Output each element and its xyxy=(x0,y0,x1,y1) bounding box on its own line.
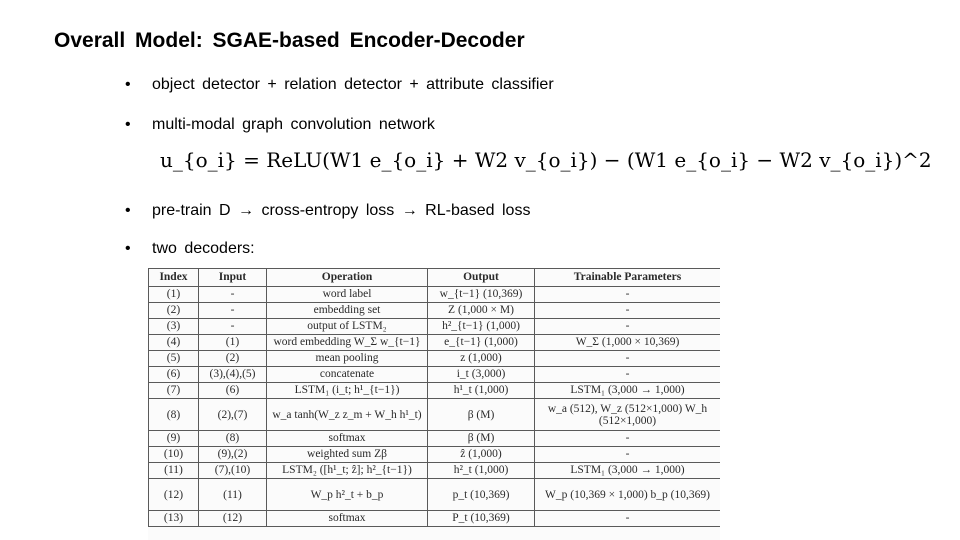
bullet-marker: • xyxy=(125,116,131,133)
table-cell: concatenate xyxy=(267,367,428,383)
table-cell: weighted sum Zβ xyxy=(267,447,428,463)
table-cell: (13) xyxy=(149,511,199,527)
bullet-item xyxy=(125,75,565,95)
table-cell: (12) xyxy=(149,479,199,511)
table-cell: P_t (10,369) xyxy=(428,511,535,527)
bullet-item xyxy=(125,115,565,135)
table-cell: - xyxy=(535,511,721,527)
table-cell: (11) xyxy=(149,463,199,479)
table-cell: softmax xyxy=(267,431,428,447)
table-cell: h²_{t−1} (1,000) xyxy=(428,319,535,335)
table-cell: (9) xyxy=(149,431,199,447)
table-row xyxy=(149,367,721,383)
bullet-text: multi-modal graph convolution network xyxy=(152,116,435,133)
bullet-text: object detector + relation detector + attribute classifier xyxy=(152,76,554,93)
table-cell: (7),(10) xyxy=(199,463,267,479)
table-cell: W_p h²_t + b_p xyxy=(267,479,428,511)
table-row xyxy=(149,303,721,319)
table-row xyxy=(149,431,721,447)
table-cell: β (M) xyxy=(428,431,535,447)
table-row xyxy=(149,351,721,367)
table-cell: w_{t−1} (10,369) xyxy=(428,287,535,303)
table-cell: LSTM₁ (i_t; h¹_{t−1}) xyxy=(267,383,428,399)
table-cell: (3) xyxy=(149,319,199,335)
table-cell: (11) xyxy=(199,479,267,511)
table-row xyxy=(149,383,721,399)
table-cell: (10) xyxy=(149,447,199,463)
table-cell: - xyxy=(535,319,721,335)
table-cell: - xyxy=(535,431,721,447)
table-cell: word embedding W_Σ w_{t−1} xyxy=(267,335,428,351)
slide-title: Overall Model: SGAE-based Encoder-Decoder xyxy=(54,29,525,52)
table-cell: (8) xyxy=(199,431,267,447)
table-cell: ẑ (1,000) xyxy=(428,447,535,463)
table-cell: (5) xyxy=(149,351,199,367)
table-cell: embedding set xyxy=(267,303,428,319)
table-cell: LSTM₂ ([h¹_t; ẑ]; h²_{t−1}) xyxy=(267,463,428,479)
table-row xyxy=(149,463,721,479)
table-cell: word label xyxy=(267,287,428,303)
column-header: Output xyxy=(428,269,535,287)
table-row xyxy=(149,319,721,335)
table-cell: h²_t (1,000) xyxy=(428,463,535,479)
column-header: Trainable Parameters xyxy=(535,269,721,287)
table-header-row xyxy=(149,269,721,287)
table-cell: (6) xyxy=(199,383,267,399)
table-row xyxy=(149,399,721,431)
table-cell: (3),(4),(5) xyxy=(199,367,267,383)
table-cell: - xyxy=(199,319,267,335)
table-cell: softmax xyxy=(267,511,428,527)
table-cell: mean pooling xyxy=(267,351,428,367)
bullet-text: two decoders: xyxy=(152,240,255,257)
table-cell: (6) xyxy=(149,367,199,383)
bullet-item xyxy=(125,201,565,221)
table-cell: W_Σ (1,000 × 10,369) xyxy=(535,335,721,351)
bullet-text: pre-train D → cross-entropy loss → RL-based loss xyxy=(152,202,531,219)
bullet-item xyxy=(125,239,565,259)
table-cell: (1) xyxy=(199,335,267,351)
table-cell: - xyxy=(535,351,721,367)
table-cell: i_t (3,000) xyxy=(428,367,535,383)
table-cell: LSTM₁ (3,000 → 1,000) xyxy=(535,463,721,479)
bullet-marker: • xyxy=(125,240,131,257)
table-cell: - xyxy=(535,303,721,319)
table-cell: (2),(7) xyxy=(199,399,267,431)
table-cell: w_a tanh(W_z z_m + W_h h¹_t) xyxy=(267,399,428,431)
table-cell: w_a (512), W_z (512×1,000) W_h (512×1,000) xyxy=(535,399,721,431)
column-header: Index xyxy=(149,269,199,287)
table-cell: (1) xyxy=(149,287,199,303)
table-cell: - xyxy=(535,287,721,303)
table-cell: - xyxy=(535,447,721,463)
table-row xyxy=(149,287,721,303)
table-cell: e_{t−1} (1,000) xyxy=(428,335,535,351)
bullet-marker: • xyxy=(125,202,131,219)
table-cell: z (1,000) xyxy=(428,351,535,367)
table-cell: p_t (10,369) xyxy=(428,479,535,511)
table-cell: (8) xyxy=(149,399,199,431)
table-cell: (9),(2) xyxy=(199,447,267,463)
table-cell: (4) xyxy=(149,335,199,351)
table-cell: (12) xyxy=(199,511,267,527)
table-cell: Z (1,000 × M) xyxy=(428,303,535,319)
table-cell: output of LSTM₂ xyxy=(267,319,428,335)
table-cell: β (M) xyxy=(428,399,535,431)
table-cell: - xyxy=(199,303,267,319)
table-cell: (7) xyxy=(149,383,199,399)
table-row xyxy=(149,511,721,527)
table-row xyxy=(149,447,721,463)
table-cell: LSTM₁ (3,000 → 1,000) xyxy=(535,383,721,399)
column-header: Input xyxy=(199,269,267,287)
table-cell: W_p (10,369 × 1,000) b_p (10,369) xyxy=(535,479,721,511)
table-row xyxy=(149,479,721,511)
table-cell: h¹_t (1,000) xyxy=(428,383,535,399)
table-row xyxy=(149,335,721,351)
column-header: Operation xyxy=(267,269,428,287)
table-cell: (2) xyxy=(149,303,199,319)
table-cell: - xyxy=(199,287,267,303)
gcn-formula: u_{o_i} = ReLU(W1 e_{o_i} + W2 v_{o_i}) − (W1 e_{o_i} − W2 v_{o_i})^2 xyxy=(160,148,932,172)
table-cell: (2) xyxy=(199,351,267,367)
table-cell: - xyxy=(535,367,721,383)
decoder-table xyxy=(148,268,720,540)
bullet-marker: • xyxy=(125,76,131,93)
